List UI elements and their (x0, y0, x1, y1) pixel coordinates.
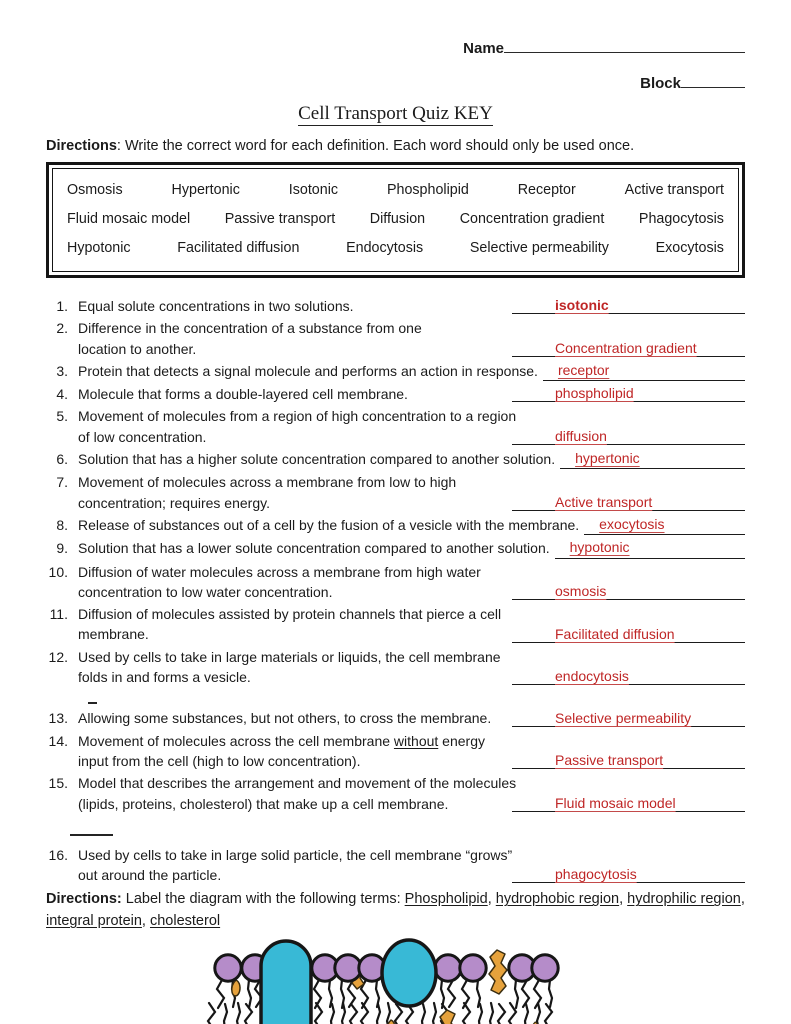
quiz-question-text: out around the particle. (78, 867, 222, 884)
quiz-answer (512, 385, 745, 402)
directions-2-lead: Label the diagram with the following terms: (121, 891, 405, 908)
quiz-item (46, 731, 745, 772)
quiz-answer-text: hypotonic (569, 539, 630, 556)
quiz-question-text (78, 733, 485, 749)
lipid-tail (395, 1004, 402, 1024)
block-label: Block (640, 75, 681, 92)
quiz-answer-text: phagocytosis (555, 866, 637, 883)
quiz-answer-text: Concentration gradient (555, 339, 697, 356)
quiz-item-body (78, 361, 745, 382)
quiz-item (46, 384, 745, 404)
directions-1-label: Directions (46, 138, 117, 154)
directions-1-text: : Write the correct word for each definition. Each word should only be used once. (116, 138, 635, 154)
quiz-question-text: Used by cells to take in large solid particle, the cell membrane “grows” (78, 846, 513, 863)
lipid-tail (549, 980, 552, 1007)
word-bank-term: Exocytosis (655, 240, 724, 256)
quiz-item-body (78, 647, 745, 688)
quiz-item-body (78, 472, 745, 513)
quiz-answer-text: phospholipid (555, 385, 634, 402)
quiz-question-text: Release of substances out of a cell by the fusion of a vesicle with the membrane. (78, 516, 580, 533)
phospholipid-head (460, 954, 486, 980)
lipid-tail (422, 1004, 425, 1024)
quiz-answer-text: hypertonic (575, 450, 640, 467)
quiz-answer (512, 494, 745, 511)
quiz-question-text: Diffusion of molecules assisted by protein channels that pierce a cell (78, 606, 502, 623)
membrane-svg (195, 938, 587, 1024)
phospholipid-head (215, 954, 241, 980)
lipid-tail (509, 1003, 516, 1024)
quiz-answer-text: diffusion (555, 428, 607, 445)
diagram-term: hydrophilic region (627, 891, 741, 908)
quiz-question-text: Used by cells to take in large materials or liquids, the cell membrane (78, 648, 501, 665)
quiz-question-text: Molecule that forms a double-layered cell membrane. (78, 386, 408, 403)
block-blank-line (681, 73, 745, 88)
quiz-answer (512, 428, 745, 445)
quiz-item (46, 361, 745, 382)
quiz-answer (512, 668, 745, 685)
quiz-item-number: 5. (56, 408, 68, 425)
quiz-question-text: Difference in the concentration of a substance from one (78, 320, 422, 337)
quiz-item (46, 562, 745, 603)
lipid-tail (515, 980, 518, 1008)
quiz-answer (543, 360, 745, 381)
quiz-item (46, 845, 745, 886)
quiz-answer (512, 297, 745, 314)
quiz-answer (512, 583, 745, 600)
quiz-question-text: membrane. (78, 626, 149, 643)
phospholipid-head (435, 954, 461, 980)
quiz-answer (584, 514, 745, 535)
word-bank-term: Selective permeability (469, 240, 609, 256)
term-separator: , (619, 891, 628, 908)
quiz-item (46, 773, 745, 814)
lipid-tail (477, 980, 480, 1007)
quiz-item-body (78, 773, 745, 814)
name-row (46, 38, 745, 58)
quiz-answer (560, 448, 745, 469)
lipid-tail (224, 1004, 227, 1024)
word-bank-term: Endocytosis (346, 240, 424, 256)
quiz-item (46, 296, 745, 316)
underlined-word: without (393, 732, 439, 749)
quiz-answer-text: Facilitated diffusion (555, 625, 675, 642)
quiz-item-body (78, 538, 745, 559)
quiz-question-line (78, 731, 745, 751)
quiz-item-body (78, 708, 745, 728)
quiz-item (46, 406, 745, 447)
word-bank-term: Concentration gradient (459, 211, 605, 227)
quiz-item-number: 12. (48, 648, 68, 665)
quiz-item-number: 8. (56, 516, 68, 533)
lipid-tail (522, 980, 529, 1007)
quiz-item-number: 4. (56, 386, 68, 403)
quiz-item-body (78, 449, 745, 470)
quiz-item (46, 538, 745, 559)
quiz-item-number: 6. (56, 451, 68, 468)
diagram-term: cholesterol (149, 913, 221, 930)
phospholipid-head (335, 954, 361, 980)
name-blank-line (504, 38, 745, 53)
directions-2-label: Directions: (46, 891, 122, 908)
quiz-question-text: of low concentration. (78, 428, 207, 445)
quiz-answer-text: isotonic (555, 297, 609, 314)
quiz-answer (555, 537, 745, 558)
lipid-tail (537, 1003, 540, 1024)
integral-protein (261, 941, 311, 1024)
directions-1 (46, 138, 745, 154)
quiz-question-text: folds in and forms a vesicle. (78, 669, 251, 686)
diagram-term: hydrophobic region (495, 891, 620, 908)
quiz-item-number: 10. (48, 563, 68, 580)
word-bank-term: Hypertonic (171, 182, 240, 198)
word-bank-term: Receptor (517, 182, 576, 198)
quiz-question-text: Solution that has a higher solute concentration compared to another solution. (78, 451, 556, 468)
quiz-item-number: 13. (48, 710, 68, 727)
lipid-tail (245, 1004, 252, 1024)
word-bank-term: Phagocytosis (638, 211, 724, 227)
quiz-question-line (78, 318, 745, 338)
lipid-tail (217, 980, 224, 1008)
quiz-question-text: Protein that detects a signal molecule and performs an action in response. (78, 362, 538, 379)
diagram-term: Phospholipid (404, 891, 488, 908)
quiz-item-body (78, 384, 745, 404)
quiz-question-line (78, 406, 745, 426)
quiz-item-body (78, 515, 745, 536)
lipid-tail (350, 1004, 357, 1024)
lipid-tail (237, 1003, 240, 1024)
quiz-item-number: 14. (48, 732, 68, 749)
lipid-tail (331, 1004, 334, 1024)
word-bank-row (67, 211, 724, 227)
lipid-tail (498, 1004, 505, 1024)
quiz-item-number: 7. (56, 474, 68, 491)
word-bank-term: Phospholipid (386, 182, 469, 198)
quiz-answer-text: receptor (557, 361, 610, 378)
quiz-item-body (78, 318, 745, 359)
term-separator: , (487, 891, 496, 908)
quiz-item-body (78, 604, 745, 645)
quiz-question-line (78, 472, 745, 492)
cell-membrane-diagram (195, 938, 587, 1024)
quiz-answer-text: endocytosis (555, 668, 629, 685)
quiz-question-text: Equal solute concentrations in two solutions. (78, 298, 354, 314)
quiz-question-line (78, 562, 745, 582)
quiz-question-line (78, 449, 745, 470)
lipid-tail (525, 1004, 528, 1024)
quiz-question-line (78, 604, 745, 624)
word-bank-row (67, 240, 724, 256)
lipid-tail (433, 1003, 436, 1024)
quiz-question-line (78, 361, 745, 382)
quiz-question-text: Diffusion of water molecules across a membrane from high water (78, 563, 481, 580)
page-title: Cell Transport Quiz KEY (298, 103, 493, 124)
lipid-tail (490, 1003, 493, 1024)
quiz-question-line (78, 538, 745, 559)
quiz-item-number: 11. (49, 606, 68, 623)
quiz-question-text: Movement of molecules across a membrane from low to high (78, 474, 457, 491)
quiz-item-number: 9. (56, 540, 68, 557)
quiz-item (46, 449, 745, 470)
block-row (46, 73, 745, 93)
quiz-question-line (78, 845, 745, 865)
quiz-question-line (78, 515, 745, 536)
word-bank-term: Active transport (624, 182, 724, 198)
quiz-question-text: concentration; requires energy. (78, 494, 270, 511)
quiz-item (46, 318, 745, 359)
word-bank-row (67, 182, 724, 198)
lipid-tail (208, 1003, 215, 1024)
quiz-answer-text: osmosis (555, 583, 607, 600)
name-label: Name (463, 40, 504, 57)
quiz-answer (512, 340, 745, 357)
quiz-answer (512, 752, 745, 769)
lipid-tail (376, 980, 379, 1007)
word-bank (46, 162, 745, 278)
quiz-item (46, 515, 745, 536)
quiz-answer (512, 866, 745, 883)
lipid-tail (329, 980, 332, 1007)
stray-underscore-mark (70, 822, 113, 836)
question-text-segment: energy (438, 732, 485, 749)
word-bank-term: Diffusion (369, 211, 426, 227)
quiz-item (46, 708, 745, 728)
quiz-question-text: Allowing some substances, but not others, to cross the membrane. (78, 710, 492, 727)
quiz-question-line (78, 647, 745, 667)
lipid-tail (448, 980, 455, 1007)
quiz-item (46, 647, 745, 688)
phospholipid-head (532, 954, 558, 980)
quiz-item-body (78, 845, 745, 886)
lipid-tail (248, 980, 251, 1008)
quiz-item-body (78, 296, 745, 316)
quiz-item-body (78, 406, 745, 447)
quiz-item-number: 15. (48, 775, 68, 792)
quiz-answer-text: Passive transport (555, 752, 664, 769)
word-bank-term: Fluid mosaic model (67, 211, 191, 227)
stray-underscore-mark (88, 690, 97, 704)
quiz-question-text: Model that describes the arrangement and movement of the molecules (78, 775, 517, 792)
quiz-item-body (78, 731, 745, 772)
word-bank-term: Passive transport (224, 211, 336, 227)
quiz-answer (512, 795, 745, 812)
quiz-answer-text: Fluid mosaic model (555, 794, 676, 811)
directions-2 (46, 889, 745, 932)
quiz-item (46, 472, 745, 513)
word-bank-term: Osmosis (67, 182, 123, 198)
quiz-item-number: 3. (56, 362, 68, 379)
word-bank-term: Hypotonic (67, 240, 131, 256)
quiz-question-text: input from the cell (high to low concentration). (78, 752, 361, 769)
lipid-tail (479, 1004, 482, 1024)
quiz-item-number: 2. (56, 320, 68, 337)
word-bank-inner (52, 168, 739, 272)
cholesterol (489, 950, 507, 994)
quiz-question-line (78, 773, 745, 793)
quiz-question-text: location to another. (78, 340, 197, 357)
quiz-list (46, 296, 745, 885)
quiz-question-text: (lipids, proteins, cholesterol) that make up a cell membrane. (78, 795, 449, 812)
term-separator: , (740, 891, 745, 908)
term-separator: , (141, 913, 150, 930)
diagram-term: integral protein (46, 913, 142, 930)
quiz-item-number: 1. (56, 298, 68, 314)
quiz-answer-text: exocytosis (599, 515, 665, 532)
quiz-answer (512, 710, 745, 727)
quiz-answer (512, 626, 745, 643)
word-bank-term: Facilitated diffusion (177, 240, 300, 256)
quiz-answer-text: Active transport (555, 493, 653, 510)
quiz-question-text: Solution that has a lower solute concentration compared to another solution. (78, 540, 550, 557)
question-text-segment: Movement of molecules across the cell membrane (78, 732, 394, 749)
quiz-question-text: Movement of molecules from a region of high concentration to a region (78, 408, 517, 425)
quiz-item-number: 16. (48, 846, 68, 863)
quiz-item (46, 604, 745, 645)
quiz-item-body (78, 562, 745, 603)
page-title-row (46, 103, 745, 125)
word-bank-term: Isotonic (288, 182, 339, 198)
channel-protein (382, 940, 436, 1006)
quiz-question-text: concentration to low water concentration. (78, 583, 333, 600)
quiz-answer-text: Selective permeability (555, 709, 692, 726)
